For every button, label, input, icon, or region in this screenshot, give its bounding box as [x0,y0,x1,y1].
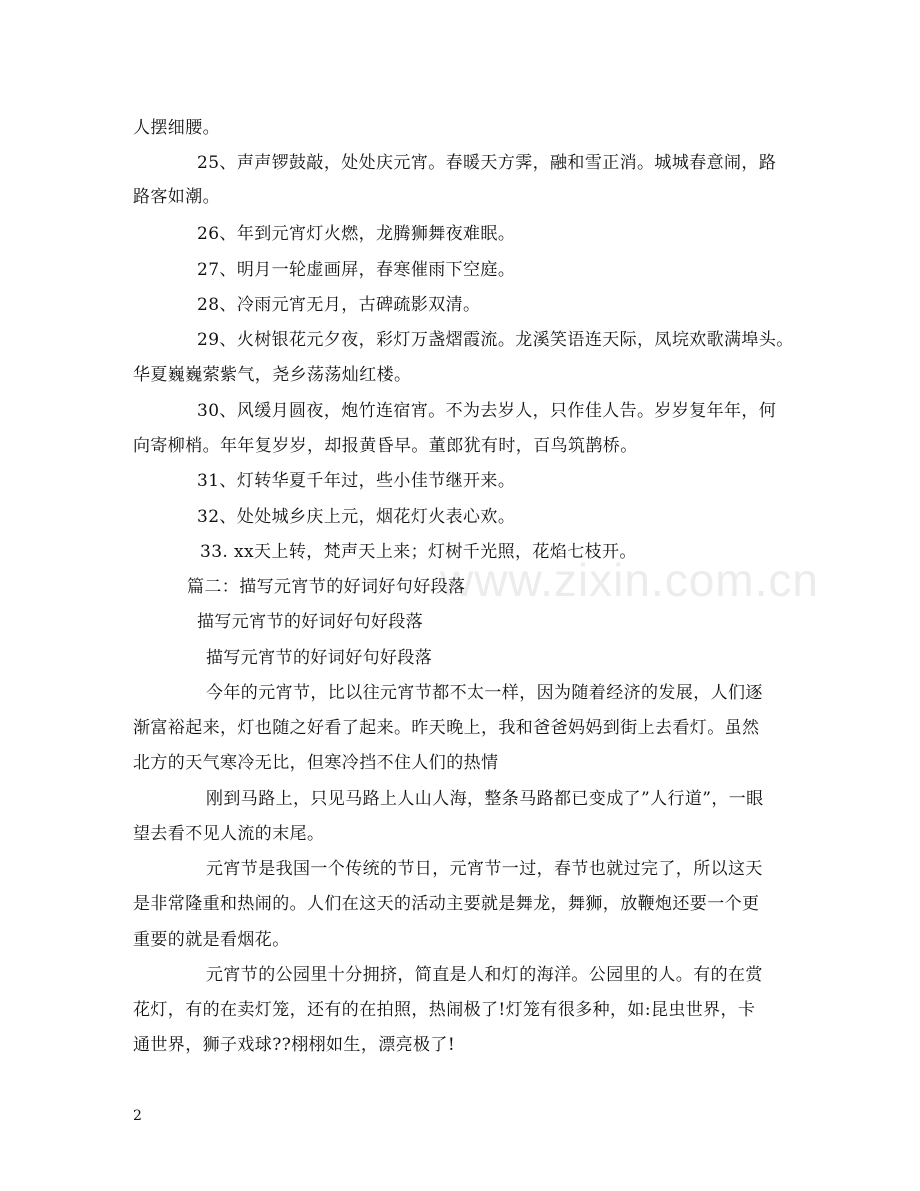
text-line: 31、灯转华夏千年过，些小佳节继开来。 [197,471,516,491]
section-heading: 篇二：描写元宵节的好词好句好段落 [187,577,466,597]
text-line: 是非常隆重和热闹的。人们在这天的活动主要就是舞龙，舞狮，放鞭炮还要一个更 [133,894,760,914]
text-line: 向寄柳梢。年年复岁岁，却报黄昏早。董郎犹有时，百鸟筑鹊桥。 [133,436,638,456]
text-line: 元宵节的公园里十分拥挤，简直是人和灯的海洋。公园里的人。有的在赏 [206,965,763,985]
text-line: 25、声声锣鼓敲，处处庆元宵。春暖天方霁，融和雪正消。城城春意闹，路 [197,153,777,173]
text-line: 华夏巍巍萦紫气，尧乡荡荡灿红楼。 [133,365,412,385]
text-line: 渐富裕起来，灯也随之好看了起来。昨天晚上，我和爸爸妈妈到街上去看灯。虽然 [133,718,760,738]
text-line: 28、冷雨元宵无月，古碑疏影双清。 [197,295,481,315]
text-line: 北方的天气寒冷无比，但寒冷挡不住人们的热情 [133,753,499,773]
text-line: 刚到马路上，只见马路上人山人海，整条马路都已变成了”人行道”，一眼 [206,789,764,809]
text-line: 27、明月一轮虚画屏，春寒催雨下空庭。 [197,260,516,280]
text-line: 32、处处城乡庆上元，烟花灯火表心欢。 [197,507,516,527]
section-title: 描写元宵节的好词好句好段落 [197,612,424,632]
text-line: 今年的元宵节，比以往元宵节都不太一样，因为随着经济的发展，人们逐 [206,683,763,703]
text-line: 29、火树银花元夕夜，彩灯万盏熠霞流。龙溪笑语连天际，凤垸欢歌满埠头。 [197,330,794,350]
section-title: 描写元宵节的好词好句好段落 [206,648,433,668]
text-line: 望去看不见人流的末尾。 [133,824,325,844]
text-line: 重要的就是看烟花。 [133,930,290,950]
page-number: 2 [133,1108,142,1124]
text-line: 33. xx天上转，梵声天上来；灯树千光照，花焰七枝开。 [200,542,637,562]
text-line: 路客如潮。 [133,187,220,207]
text-line: 30、风缓月圆夜，炮竹连宿宵。不为去岁人，只作佳人告。岁岁复年年，何 [197,401,777,421]
text-line: 人摆细腰。 [133,118,220,138]
text-line: 花灯，有的在卖灯笼，还有的在拍照，热闹极了!灯笼有很多种，如:昆虫世界，卡 [133,1000,756,1020]
text-line: 26、年到元宵灯火燃，龙腾狮舞夜难眠。 [197,224,516,244]
text-line: 通世界，狮子戏球??栩栩如生，漂亮极了! [133,1035,456,1055]
text-line: 元宵节是我国一个传统的节日，元宵节一过，春节也就过完了，所以这天 [206,859,763,879]
watermark: www.zixin.com.cn [440,554,819,606]
